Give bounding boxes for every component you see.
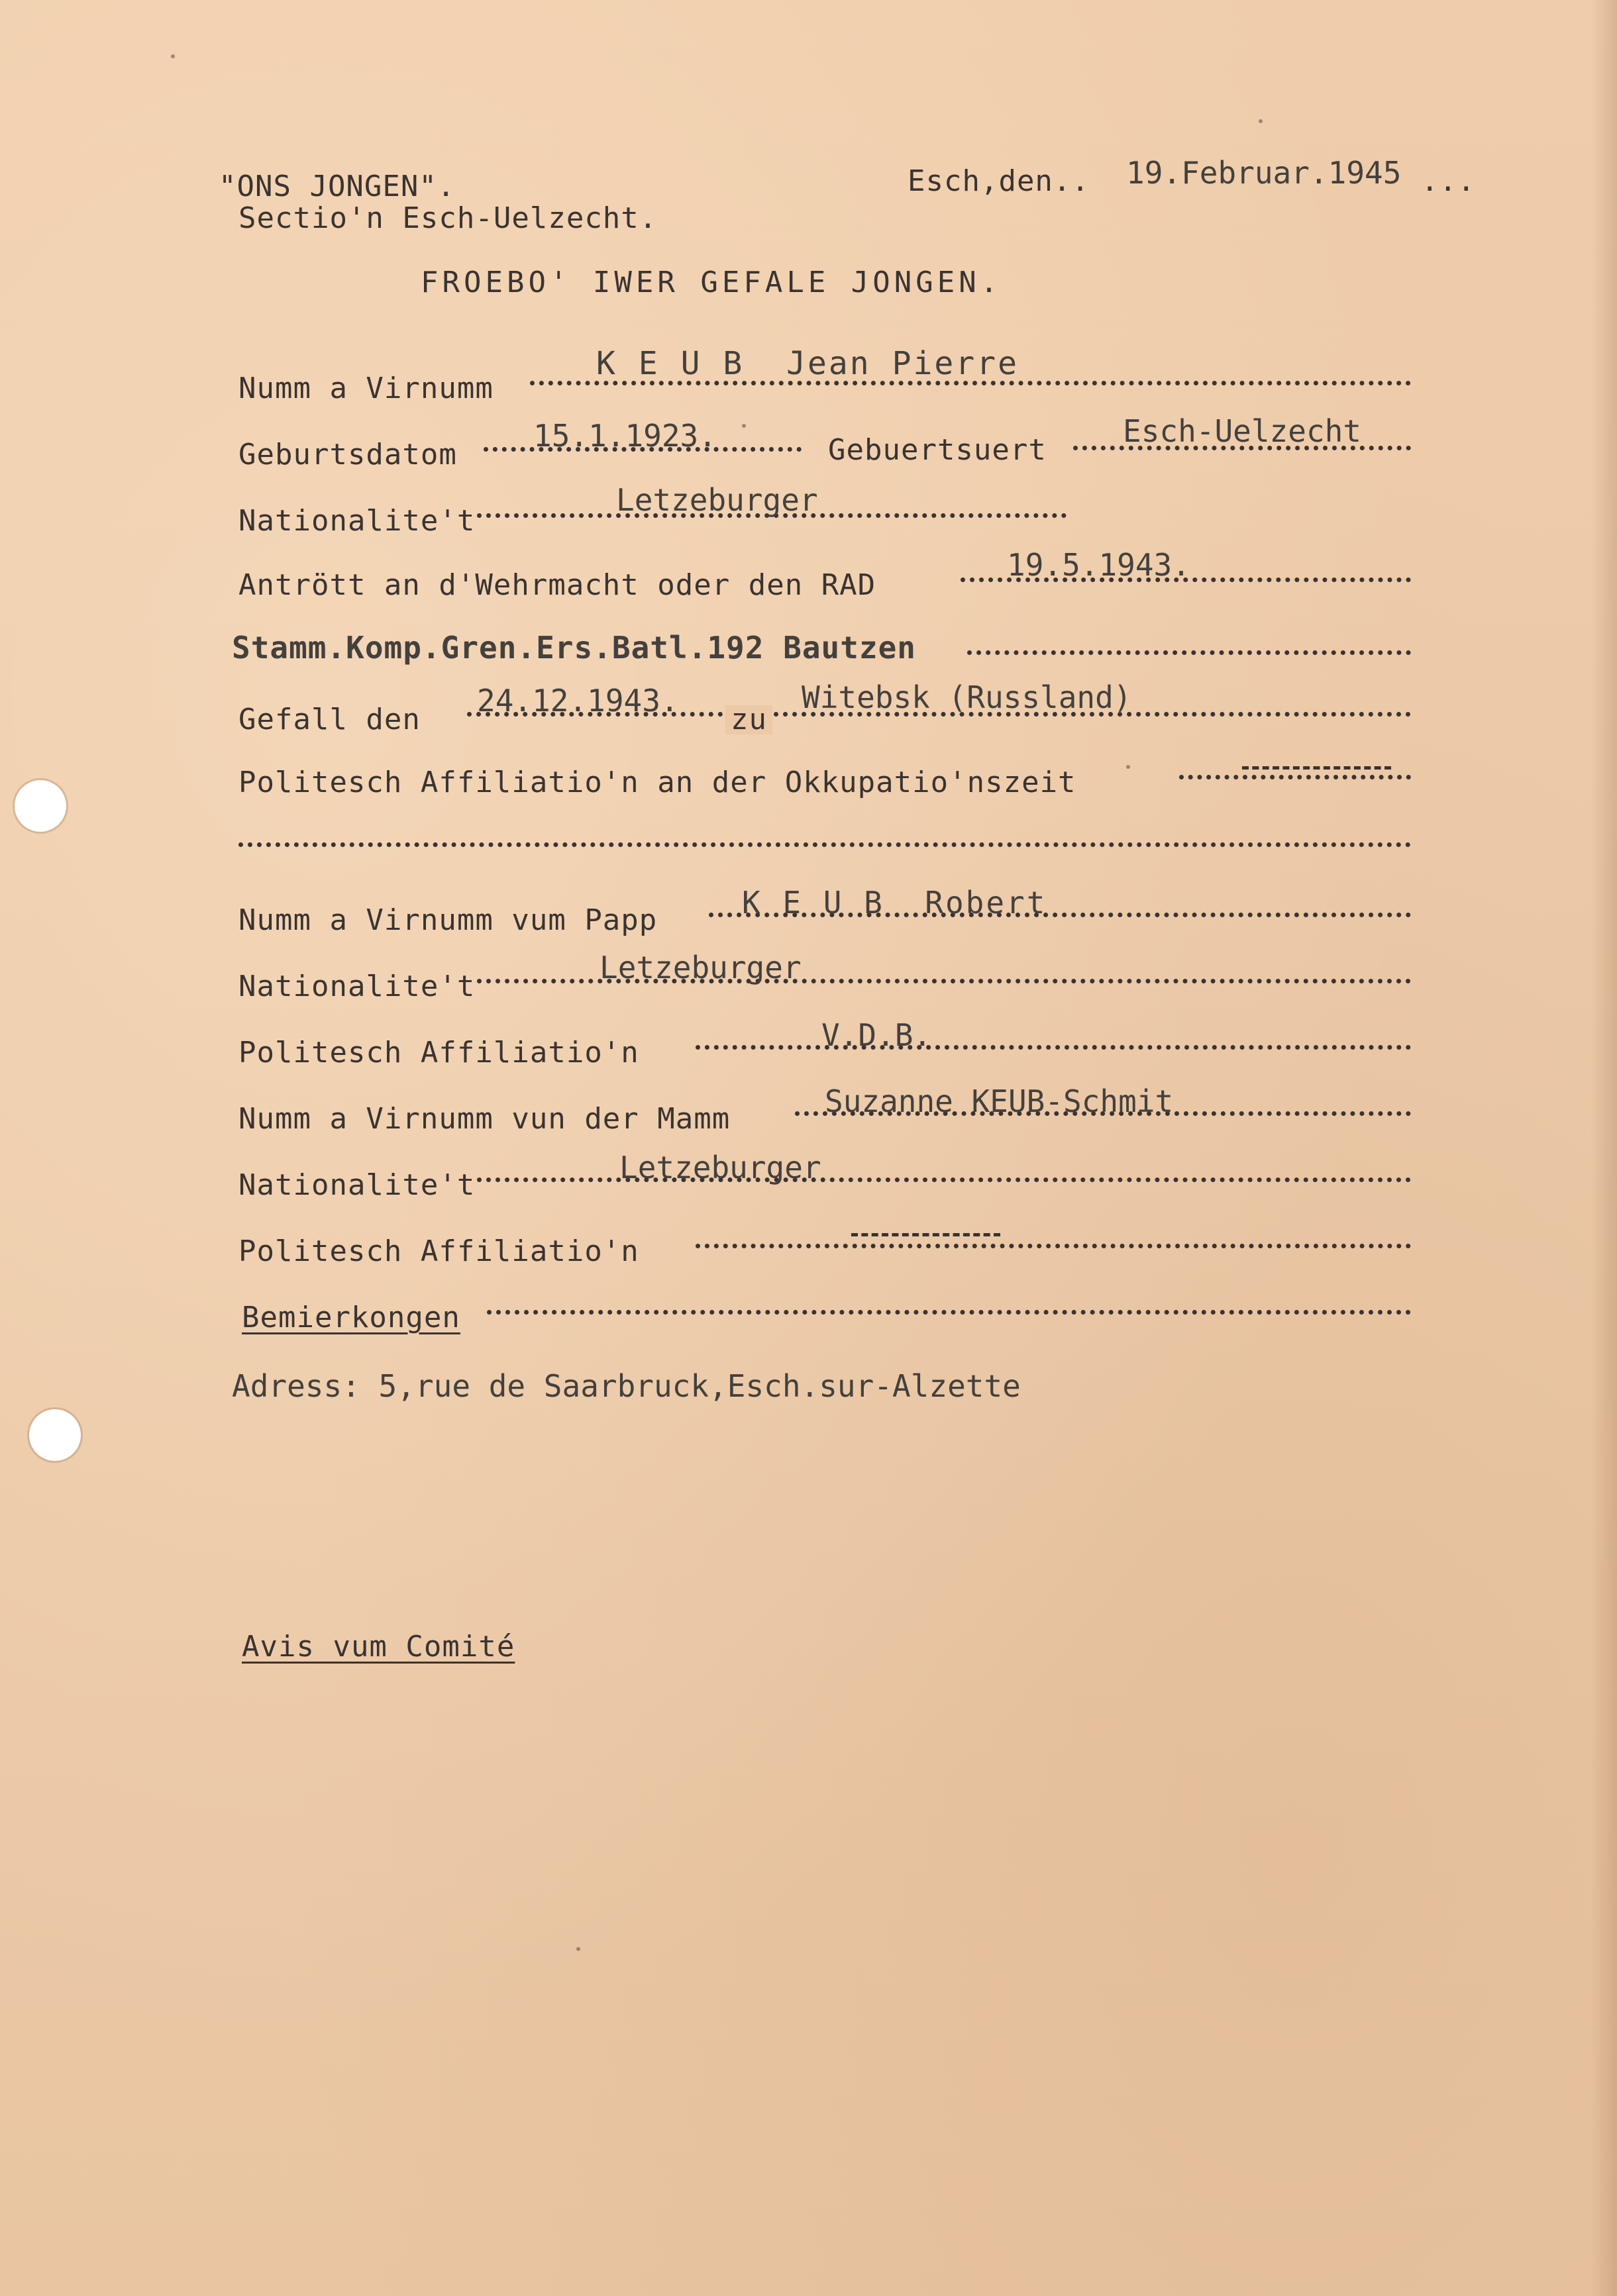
date-suffix: ... — [1421, 164, 1476, 198]
remarks-dotted-line — [487, 1310, 1411, 1315]
nationality-value: Letzeburger — [616, 482, 818, 518]
fallen-label: Gefall den — [238, 703, 421, 736]
enlistment-value: 19.5.1943. — [1007, 547, 1190, 583]
punch-hole-bottom — [29, 1409, 81, 1461]
org-name: "ONS JONGEN". — [219, 170, 456, 203]
birthplace-label: Gebuertsuert — [828, 433, 1047, 467]
birthdate-label: Geburtsdatom — [238, 438, 457, 472]
mother-name-label: Numm a Virnumm vun der Mamm — [238, 1102, 731, 1136]
paper-speck — [742, 424, 746, 428]
nationality-label: Nationalite't — [238, 504, 476, 538]
form-title: FROEBO' IWER GEFALE JONGEN. — [421, 266, 1002, 299]
mother-political-dash — [851, 1233, 1000, 1236]
mother-nationality-value: Letzeburger — [619, 1150, 821, 1185]
fallen-place-value: Witebsk (Russland) — [802, 679, 1132, 715]
mother-political-label: Politesch Affiliatio'n — [238, 1234, 639, 1268]
father-political-label: Politesch Affiliatio'n — [238, 1036, 639, 1070]
birthdate-value: 15.1.1923. — [533, 418, 717, 454]
paper-speck — [576, 1947, 580, 1951]
father-political-value: V.D.B. — [821, 1017, 932, 1053]
paper-speck — [1126, 765, 1130, 769]
name-value: K E U B Jean Pierre — [596, 345, 1019, 382]
mother-name-value: Suzanne KEUB-Schmit — [825, 1083, 1174, 1119]
punch-hole-top — [15, 780, 66, 832]
paper-speck — [1259, 119, 1263, 123]
father-political-dotted-line — [696, 1045, 1411, 1050]
date-prefix: Esch,den.. — [908, 164, 1090, 198]
political-occupation-dash — [1242, 766, 1391, 770]
address-value: Adress: 5,rue de Saarbruck,Esch.sur-Alzette — [232, 1368, 1021, 1404]
unit-value: Stamm.Komp.Gren.Ers.Batl.192 Bautzen — [232, 630, 916, 666]
father-nationality-label: Nationalite't — [238, 970, 476, 1003]
blank-dotted-line — [238, 842, 1411, 847]
enlistment-label: Antrött an d'Wehrmacht oder den RAD — [238, 568, 876, 602]
father-nationality-value: Letzeburger — [600, 950, 802, 985]
committee-label: Avis vum Comité — [242, 1630, 515, 1664]
date-value: 19.Februar.1945 — [1126, 155, 1402, 191]
fallen-place-label: zu — [725, 705, 772, 734]
mother-political-dotted-line — [696, 1244, 1411, 1248]
paper-edge-shadow — [1591, 0, 1617, 2296]
mother-nationality-label: Nationalite't — [238, 1168, 476, 1202]
political-occupation-label: Politesch Affiliatio'n an der Okkupatio'nszeit — [238, 766, 1076, 799]
name-label: Numm a Virnumm — [238, 372, 494, 405]
fallen-date-value: 24.12.1943. — [477, 683, 679, 719]
unit-dotted-line — [967, 650, 1411, 655]
section-name: Sectio'n Esch-Uelzecht. — [238, 201, 658, 235]
birthplace-value: Esch-Uelzecht — [1123, 413, 1362, 449]
political-occupation-dotted-line — [1179, 775, 1411, 779]
paper-speck — [171, 54, 175, 58]
remarks-label: Bemierkongen — [242, 1301, 460, 1334]
mother-nationality-dotted-line — [477, 1177, 1411, 1182]
father-name-value: K E U B Robert — [742, 885, 1047, 921]
father-name-label: Numm a Virnumm vum Papp — [238, 903, 658, 937]
